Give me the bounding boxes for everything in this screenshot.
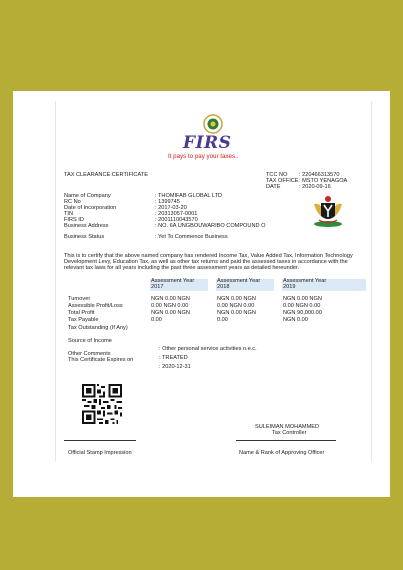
- certificate-body: [55, 101, 372, 461]
- stamp-line: [64, 440, 136, 441]
- total-profit-2017: NGN 0.00 NGN: [151, 310, 190, 316]
- assessment-year-label: Assessment Year: [283, 278, 327, 284]
- incorporation-label: Date of Incorporation: [64, 205, 117, 211]
- address-value: : NO. 6A UNGBOUWARIBO COMPOUND O: [155, 223, 266, 229]
- rc-no-value: : 1399745: [155, 199, 180, 205]
- status-value: : Yet To Commence Business: [155, 234, 228, 240]
- firs-logo-text: FIRS: [183, 133, 232, 153]
- tax-office-label: TAX OFFICE: [266, 178, 299, 184]
- assessment-year-label: Assessment Year: [217, 278, 261, 284]
- assessible-2019: 0.00 NGN 0.00: [283, 303, 321, 309]
- firs-id-label: FIRS ID: [64, 217, 84, 223]
- tax-office-value: : MSTO YENAGOA: [299, 178, 348, 184]
- rc-no-label: RC No: [64, 199, 81, 205]
- assessment-year-2017-header: [150, 279, 208, 291]
- signatory-title: Tax Controller: [272, 430, 307, 436]
- assessible-2018: 0.00 NGN 0.00: [217, 303, 255, 309]
- total-profit-2018: NGN 0.00 NGN: [217, 310, 256, 316]
- date-value: : 2020-09-16: [299, 184, 331, 190]
- slogan: It pays to pay your taxes..: [168, 153, 239, 160]
- date-label: DATE: [266, 184, 281, 190]
- company-name-value: : THOMIFAB GLOBAL LTD: [155, 193, 223, 199]
- address-label: Business Address: [64, 223, 109, 229]
- other-comments-label: Other Comments: [68, 351, 111, 357]
- tin-label: TIN: [64, 211, 74, 217]
- tin-value: : 20313057-0001: [155, 211, 198, 217]
- row-label-tax-payable: Tax Payable: [68, 317, 99, 323]
- row-label-turnover: Turnover: [68, 296, 91, 302]
- assessment-year-value: 2019: [283, 283, 296, 290]
- firs-id-value: : 2001110043570: [155, 217, 198, 223]
- tax-payable-2018: 0.00: [217, 317, 228, 323]
- firs-emblem-icon: [202, 113, 224, 135]
- official-stamp-label: Official Stamp Impression: [68, 450, 132, 456]
- company-name-label: Name of Company: [64, 193, 111, 199]
- turnover-2017: NGN 0.00 NGN: [151, 296, 190, 302]
- signatory-name: SULEIMAN MOHAMMED: [255, 424, 320, 430]
- row-label-tax-outstanding: Tax Outstanding (If Any): [68, 325, 128, 331]
- assessment-year-value: 2018: [217, 283, 230, 290]
- source-of-income-value: : Other personal service activities n.e.c.: [159, 346, 257, 352]
- certificate-title: TAX CLEARANCE CERTIFICATE: [64, 172, 148, 178]
- tcc-no-label: TCC NO: [266, 172, 288, 178]
- status-label: Business Status: [64, 234, 105, 240]
- officer-line: [236, 440, 336, 441]
- assessment-year-label: Assessment Year: [151, 278, 195, 284]
- coat-of-arms-icon: [310, 194, 346, 228]
- statement-line-2: Development Levy, Education Tax, as well as other tax returns and paid the assessed taxes in accordance with the: [64, 259, 348, 265]
- incorporation-value: : 2017-03-20: [155, 205, 187, 211]
- statement-line-3: relevant tax laws for all years including the past three assessment years as detailed hereunder.: [64, 265, 300, 271]
- row-label-total-profit: Total Profit: [68, 310, 95, 316]
- assessible-2017: 0.00 NGN 0.00: [151, 303, 189, 309]
- row-label-assessible: Assessible Profit/Loss: [68, 303, 123, 309]
- tax-payable-2017: 0.00: [151, 317, 162, 323]
- tcc-no-value: : 220466313570: [299, 172, 340, 178]
- expires-label: This Certificate Expires on: [68, 357, 134, 363]
- tax-payable-2019: NGN 0.00: [283, 317, 308, 323]
- turnover-2018: NGN 0.00 NGN: [217, 296, 256, 302]
- turnover-2019: NGN 0.00 NGN: [283, 296, 322, 302]
- assessment-year-value: 2017: [151, 283, 164, 290]
- other-comments-value: : TREATED: [159, 355, 188, 361]
- expiry-date-value: : 2020-12-31: [159, 364, 191, 370]
- assessment-year-2018-header: [216, 279, 274, 291]
- statement-line-1: This is to certify that the above named company has rendered Income Tax, Value Added Tax, Information Technology: [64, 253, 353, 259]
- qr-code-icon: [82, 384, 122, 424]
- approving-officer-label: Name & Rank of Approving Officer: [239, 450, 325, 456]
- assessment-year-2019-header: [282, 279, 366, 291]
- total-profit-2019: NGN 90,000.00: [283, 310, 322, 316]
- document-page: [13, 91, 390, 497]
- source-of-income-label: Source of Income: [68, 338, 112, 344]
